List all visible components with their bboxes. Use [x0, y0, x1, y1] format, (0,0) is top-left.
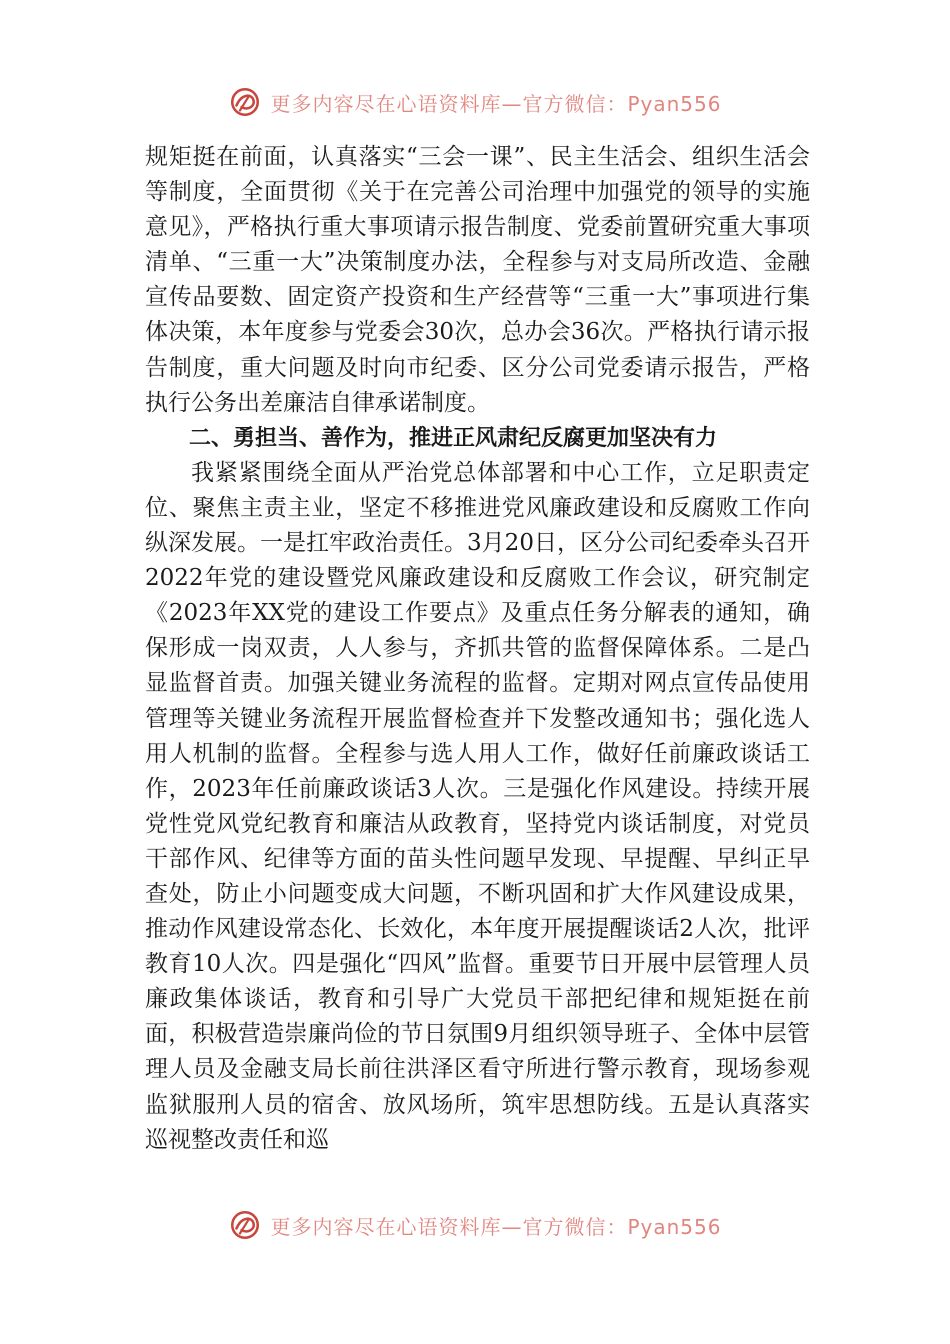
brush-swirl-logo-icon — [228, 1208, 262, 1242]
brush-swirl-logo-icon — [228, 85, 262, 119]
watermark-text: 更多内容尽在心语资料库—官方微信：Pyan556 — [270, 1214, 722, 1239]
section-heading: 二、勇担当、善作为，推进正风肃纪反腐更加坚决有力 — [189, 425, 718, 451]
page-footer-watermark — [0, 1200, 950, 1239]
body-paragraph: 规矩挺在前面，认真落实“三会一课”、民主生活会、组织生活会等制度，全面贯彻《关于在完善公司治理中加强党的领导的实施意见》，严格执行重大事项请示报告制度、党委前置研究重大事项清单、“三重一大”决策制度办法，全程参与对支局所改造、金融宣传品要数、固定资产投资和生产经营等“三重一大”事项进行集体决策，本年度参与党委会30次，总办会36次。严格执行请示报告制度，重大问题及时向市纪委、区分公司党委请示报告，严格执行公务出差廉洁自律承诺制度。 — [145, 144, 810, 416]
body-paragraph: 我紧紧围绕全面从严治党总体部署和中心工作，立足职责定位、聚焦主责主业，坚定不移推进党风廉政建设和反腐败工作向纵深发展。一是扛牢政治责任。3月20日，区分公司纪委牵头召开2022年党的建设暨党风廉政建设和反腐败工作会议，研究制定《2023年XX党的建设工作要点》及重点任务分解表的通知，确保形成一岗双责，人人参与，齐抓共管的监督保障体系。二是凸显监督首责。加强关键业务流程的监督。定期对网点宣传品使用管理等关键业务流程开展监督检查并下发整改通知书；强化选人用人机制的监督。全程参与选人用人工作，做好任前廉政谈话工作，2023年任前廉政谈话3人次。三是强化作风建设。持续开展党性党风党纪教育和廉洁从政教育，坚持党内谈话制度，对党员干部作风、纪律等方面的苗头性问题早发现、早提醒、早纠正早查处，防止小问题变成大问题，不断巩固和扩大作风建设成果，推动作风建设常态化、长效化，本年度开展提醒谈话2人次，批评教育10人次。四是强化“四风”监督。重要节日开展中层管理人员廉政集体谈话，教育和引导广大党员干部把纪律和规矩挺在前面，积极营造崇廉尚俭的节日氛围9月组织领导班子、全体中层管理人员及金融支局长前往洪泽区看守所进行警示教育，现场参观监狱服刑人员的宿舍、放风场所，筑牢思想防线。五是认真落实巡视整改责任和巡 — [145, 459, 810, 1153]
watermark-text: 更多内容尽在心语资料库—官方微信：Pyan556 — [270, 91, 722, 116]
page-header-watermark — [0, 82, 950, 122]
document-body — [145, 140, 810, 1158]
